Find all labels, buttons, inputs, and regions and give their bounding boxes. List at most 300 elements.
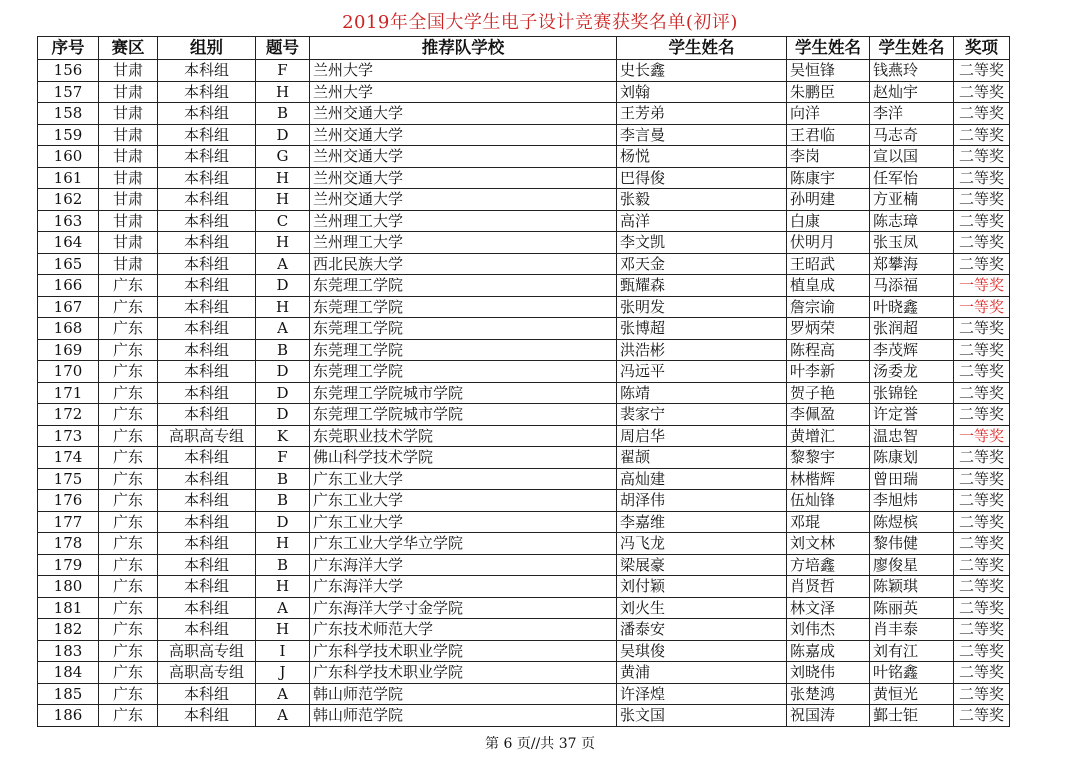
cell-student-2: 伍灿锋 [787, 490, 870, 512]
cell-problem: A [256, 597, 310, 619]
cell-student-3: 刘有江 [870, 640, 954, 662]
cell-student-2: 詹宗谕 [787, 296, 870, 318]
cell-school: 东莞理工学院 [310, 361, 617, 383]
cell-group: 本科组 [158, 619, 256, 641]
cell-problem: A [256, 705, 310, 727]
cell-student-2: 肖贤哲 [787, 576, 870, 598]
cell-group: 本科组 [158, 597, 256, 619]
cell-school: 兰州理工大学 [310, 210, 617, 232]
cell-award: 二等奖 [954, 597, 1010, 619]
cell-student-1: 梁展豪 [617, 554, 787, 576]
header-award: 奖项 [954, 37, 1010, 60]
cell-problem: F [256, 60, 310, 82]
cell-student-2: 叶李新 [787, 361, 870, 383]
cell-student-1: 胡泽伟 [617, 490, 787, 512]
header-seq: 序号 [38, 37, 99, 60]
cell-seq: 178 [38, 533, 99, 555]
cell-problem: H [256, 533, 310, 555]
cell-student-2: 贺子艳 [787, 382, 870, 404]
cell-seq: 179 [38, 554, 99, 576]
cell-award: 二等奖 [954, 361, 1010, 383]
cell-student-3: 叶铭鑫 [870, 662, 954, 684]
cell-region: 甘肃 [99, 60, 158, 82]
header-school: 推荐队学校 [310, 37, 617, 60]
cell-group: 高职高专组 [158, 425, 256, 447]
header-group: 组别 [158, 37, 256, 60]
cell-seq: 186 [38, 705, 99, 727]
cell-award: 二等奖 [954, 683, 1010, 705]
cell-student-1: 王芳弟 [617, 103, 787, 125]
cell-award: 二等奖 [954, 124, 1010, 146]
cell-student-2: 陈嘉成 [787, 640, 870, 662]
cell-student-1: 高洋 [617, 210, 787, 232]
cell-seq: 176 [38, 490, 99, 512]
cell-problem: H [256, 576, 310, 598]
cell-student-1: 张明发 [617, 296, 787, 318]
cell-student-2: 朱鹏臣 [787, 81, 870, 103]
cell-school: 广东工业大学华立学院 [310, 533, 617, 555]
cell-seq: 182 [38, 619, 99, 641]
cell-group: 本科组 [158, 232, 256, 254]
table-row [38, 425, 1010, 447]
cell-student-1: 刘火生 [617, 597, 787, 619]
cell-student-2: 刘文林 [787, 533, 870, 555]
header-student-3: 学生姓名 [870, 37, 954, 60]
cell-seq: 164 [38, 232, 99, 254]
cell-group: 高职高专组 [158, 662, 256, 684]
cell-seq: 184 [38, 662, 99, 684]
cell-group: 本科组 [158, 361, 256, 383]
cell-student-2: 祝国涛 [787, 705, 870, 727]
cell-seq: 183 [38, 640, 99, 662]
cell-student-1: 张博超 [617, 318, 787, 340]
cell-problem: H [256, 167, 310, 189]
cell-student-2: 张楚鸿 [787, 683, 870, 705]
cell-student-1: 杨悦 [617, 146, 787, 168]
cell-problem: A [256, 318, 310, 340]
header-student-2: 学生姓名 [787, 37, 870, 60]
cell-student-2: 林楷辉 [787, 468, 870, 490]
cell-region: 广东 [99, 490, 158, 512]
table-row [38, 490, 1010, 512]
cell-seq: 167 [38, 296, 99, 318]
cell-group: 本科组 [158, 81, 256, 103]
cell-student-2: 陈程高 [787, 339, 870, 361]
cell-problem: B [256, 339, 310, 361]
cell-school: 兰州大学 [310, 60, 617, 82]
cell-student-1: 冯远平 [617, 361, 787, 383]
cell-student-3: 方亚楠 [870, 189, 954, 211]
cell-student-1: 翟颉 [617, 447, 787, 469]
cell-problem: D [256, 404, 310, 426]
table-row [38, 382, 1010, 404]
cell-student-1: 周启华 [617, 425, 787, 447]
cell-region: 广东 [99, 640, 158, 662]
cell-seq: 171 [38, 382, 99, 404]
cell-award: 二等奖 [954, 511, 1010, 533]
cell-seq: 174 [38, 447, 99, 469]
cell-group: 本科组 [158, 167, 256, 189]
cell-school: 兰州交通大学 [310, 103, 617, 125]
cell-problem: D [256, 124, 310, 146]
cell-student-3: 鄞士钜 [870, 705, 954, 727]
table-row [38, 339, 1010, 361]
cell-school: 东莞理工学院城市学院 [310, 382, 617, 404]
cell-region: 广东 [99, 683, 158, 705]
table-row [38, 318, 1010, 340]
cell-problem: G [256, 146, 310, 168]
cell-problem: J [256, 662, 310, 684]
cell-award: 二等奖 [954, 103, 1010, 125]
cell-student-1: 张文国 [617, 705, 787, 727]
cell-school: 西北民族大学 [310, 253, 617, 275]
cell-student-2: 吴恒锋 [787, 60, 870, 82]
cell-school: 韩山师范学院 [310, 705, 617, 727]
cell-group: 本科组 [158, 533, 256, 555]
cell-award: 二等奖 [954, 189, 1010, 211]
cell-award: 二等奖 [954, 554, 1010, 576]
table-row [38, 275, 1010, 297]
cell-problem: D [256, 361, 310, 383]
cell-region: 广东 [99, 511, 158, 533]
cell-seq: 166 [38, 275, 99, 297]
cell-school: 广东科学技术职业学院 [310, 662, 617, 684]
cell-school: 兰州大学 [310, 81, 617, 103]
cell-award: 二等奖 [954, 619, 1010, 641]
cell-student-3: 宣以国 [870, 146, 954, 168]
cell-student-2: 向洋 [787, 103, 870, 125]
cell-student-2: 植皇成 [787, 275, 870, 297]
cell-student-1: 甄耀森 [617, 275, 787, 297]
table-row [38, 296, 1010, 318]
cell-student-3: 钱燕玲 [870, 60, 954, 82]
cell-region: 广东 [99, 382, 158, 404]
cell-problem: H [256, 296, 310, 318]
cell-student-2: 陈康宇 [787, 167, 870, 189]
cell-problem: C [256, 210, 310, 232]
cell-student-3: 张锦铨 [870, 382, 954, 404]
cell-region: 甘肃 [99, 124, 158, 146]
cell-student-3: 李洋 [870, 103, 954, 125]
cell-group: 本科组 [158, 103, 256, 125]
table-row [38, 167, 1010, 189]
cell-seq: 180 [38, 576, 99, 598]
cell-student-1: 邓天金 [617, 253, 787, 275]
cell-award: 二等奖 [954, 253, 1010, 275]
cell-seq: 165 [38, 253, 99, 275]
table-row [38, 447, 1010, 469]
cell-group: 本科组 [158, 339, 256, 361]
cell-school: 兰州交通大学 [310, 189, 617, 211]
cell-student-1: 吴琪俊 [617, 640, 787, 662]
cell-student-2: 王昭武 [787, 253, 870, 275]
cell-region: 广东 [99, 554, 158, 576]
cell-student-3: 马添福 [870, 275, 954, 297]
cell-school: 广东科学技术职业学院 [310, 640, 617, 662]
table-row [38, 533, 1010, 555]
cell-region: 广东 [99, 296, 158, 318]
cell-group: 本科组 [158, 296, 256, 318]
cell-student-1: 黄浦 [617, 662, 787, 684]
cell-problem: H [256, 189, 310, 211]
cell-region: 广东 [99, 318, 158, 340]
cell-student-2: 刘伟杰 [787, 619, 870, 641]
cell-group: 本科组 [158, 318, 256, 340]
cell-student-3: 郑攀海 [870, 253, 954, 275]
cell-student-1: 洪浩彬 [617, 339, 787, 361]
cell-student-3: 黎伟健 [870, 533, 954, 555]
cell-award: 二等奖 [954, 339, 1010, 361]
cell-student-2: 黄增汇 [787, 425, 870, 447]
cell-award: 二等奖 [954, 60, 1010, 82]
cell-student-3: 陈煜槟 [870, 511, 954, 533]
cell-student-3: 曾田瑞 [870, 468, 954, 490]
cell-school: 兰州交通大学 [310, 146, 617, 168]
cell-award: 二等奖 [954, 490, 1010, 512]
cell-award: 二等奖 [954, 382, 1010, 404]
cell-student-1: 张毅 [617, 189, 787, 211]
cell-group: 高职高专组 [158, 640, 256, 662]
cell-region: 广东 [99, 404, 158, 426]
cell-award: 二等奖 [954, 468, 1010, 490]
cell-region: 甘肃 [99, 189, 158, 211]
cell-student-1: 裴家宁 [617, 404, 787, 426]
table-row [38, 404, 1010, 426]
cell-region: 甘肃 [99, 103, 158, 125]
cell-seq: 173 [38, 425, 99, 447]
cell-problem: D [256, 382, 310, 404]
cell-seq: 158 [38, 103, 99, 125]
cell-student-2: 罗炳荣 [787, 318, 870, 340]
cell-group: 本科组 [158, 576, 256, 598]
cell-seq: 185 [38, 683, 99, 705]
cell-school: 广东技术师范大学 [310, 619, 617, 641]
cell-student-3: 陈颖琪 [870, 576, 954, 598]
cell-region: 广东 [99, 425, 158, 447]
cell-award: 二等奖 [954, 576, 1010, 598]
table-row [38, 597, 1010, 619]
table-header-row [38, 37, 1010, 60]
cell-school: 广东海洋大学 [310, 576, 617, 598]
cell-school: 韩山师范学院 [310, 683, 617, 705]
cell-region: 广东 [99, 468, 158, 490]
table-row [38, 232, 1010, 254]
cell-student-1: 陈靖 [617, 382, 787, 404]
cell-award: 二等奖 [954, 232, 1010, 254]
cell-group: 本科组 [158, 404, 256, 426]
cell-student-2: 刘晓伟 [787, 662, 870, 684]
cell-student-2: 李岗 [787, 146, 870, 168]
cell-region: 广东 [99, 339, 158, 361]
award-table [37, 36, 1010, 727]
cell-student-1: 刘翰 [617, 81, 787, 103]
cell-group: 本科组 [158, 554, 256, 576]
cell-school: 广东海洋大学寸金学院 [310, 597, 617, 619]
table-row [38, 554, 1010, 576]
header-problem: 题号 [256, 37, 310, 60]
cell-student-3: 张润超 [870, 318, 954, 340]
cell-problem: D [256, 275, 310, 297]
cell-student-1: 冯飞龙 [617, 533, 787, 555]
cell-problem: B [256, 468, 310, 490]
cell-award: 二等奖 [954, 447, 1010, 469]
header-student-1: 学生姓名 [617, 37, 787, 60]
cell-school: 东莞理工学院 [310, 318, 617, 340]
cell-seq: 172 [38, 404, 99, 426]
table-row [38, 146, 1010, 168]
cell-region: 甘肃 [99, 210, 158, 232]
cell-award: 二等奖 [954, 404, 1010, 426]
cell-problem: B [256, 554, 310, 576]
cell-group: 本科组 [158, 253, 256, 275]
cell-region: 甘肃 [99, 81, 158, 103]
cell-region: 广东 [99, 361, 158, 383]
cell-group: 本科组 [158, 382, 256, 404]
cell-student-2: 白康 [787, 210, 870, 232]
cell-region: 甘肃 [99, 146, 158, 168]
table-row [38, 189, 1010, 211]
cell-group: 本科组 [158, 275, 256, 297]
page-footer: 第 6 页//共 37 页 [485, 736, 595, 752]
cell-student-3: 温忠智 [870, 425, 954, 447]
cell-school: 广东工业大学 [310, 490, 617, 512]
cell-student-1: 许泽煌 [617, 683, 787, 705]
cell-seq: 162 [38, 189, 99, 211]
table-row [38, 81, 1010, 103]
cell-school: 东莞理工学院 [310, 296, 617, 318]
cell-student-2: 伏明月 [787, 232, 870, 254]
cell-problem: H [256, 232, 310, 254]
cell-school: 兰州交通大学 [310, 124, 617, 146]
cell-student-1: 刘付颖 [617, 576, 787, 598]
cell-student-2: 黎黎宇 [787, 447, 870, 469]
cell-student-1: 潘泰安 [617, 619, 787, 641]
cell-student-3: 张玉凤 [870, 232, 954, 254]
cell-student-1: 李文凯 [617, 232, 787, 254]
cell-student-3: 任军怡 [870, 167, 954, 189]
cell-problem: D [256, 511, 310, 533]
cell-problem: A [256, 253, 310, 275]
cell-award: 二等奖 [954, 662, 1010, 684]
cell-school: 兰州理工大学 [310, 232, 617, 254]
cell-seq: 170 [38, 361, 99, 383]
cell-region: 广东 [99, 447, 158, 469]
table-row [38, 468, 1010, 490]
cell-group: 本科组 [158, 60, 256, 82]
cell-problem: B [256, 103, 310, 125]
cell-problem: I [256, 640, 310, 662]
cell-award: 二等奖 [954, 146, 1010, 168]
cell-student-3: 陈康划 [870, 447, 954, 469]
cell-region: 广东 [99, 275, 158, 297]
cell-award: 一等奖 [954, 296, 1010, 318]
cell-student-2: 林文泽 [787, 597, 870, 619]
cell-award: 二等奖 [954, 318, 1010, 340]
cell-student-1: 李嘉维 [617, 511, 787, 533]
cell-region: 甘肃 [99, 167, 158, 189]
table-row [38, 576, 1010, 598]
cell-award: 二等奖 [954, 210, 1010, 232]
cell-student-3: 肖丰泰 [870, 619, 954, 641]
header-region: 赛区 [99, 37, 158, 60]
cell-award: 二等奖 [954, 81, 1010, 103]
cell-group: 本科组 [158, 468, 256, 490]
cell-problem: B [256, 490, 310, 512]
cell-student-3: 马志奇 [870, 124, 954, 146]
cell-region: 广东 [99, 705, 158, 727]
table-row [38, 662, 1010, 684]
cell-group: 本科组 [158, 447, 256, 469]
cell-award: 一等奖 [954, 275, 1010, 297]
table-row [38, 361, 1010, 383]
table-body [38, 60, 1010, 727]
cell-region: 广东 [99, 597, 158, 619]
table-row [38, 103, 1010, 125]
table-row [38, 124, 1010, 146]
cell-region: 甘肃 [99, 253, 158, 275]
cell-student-1: 史长鑫 [617, 60, 787, 82]
table-row [38, 640, 1010, 662]
cell-group: 本科组 [158, 705, 256, 727]
table-row [38, 60, 1010, 82]
cell-student-2: 李佩盈 [787, 404, 870, 426]
cell-school: 广东海洋大学 [310, 554, 617, 576]
cell-problem: K [256, 425, 310, 447]
cell-school: 广东工业大学 [310, 468, 617, 490]
table-row [38, 253, 1010, 275]
cell-group: 本科组 [158, 146, 256, 168]
cell-student-2: 邓琨 [787, 511, 870, 533]
table-row [38, 619, 1010, 641]
cell-seq: 159 [38, 124, 99, 146]
cell-group: 本科组 [158, 124, 256, 146]
cell-problem: H [256, 619, 310, 641]
table-row [38, 511, 1010, 533]
cell-student-3: 陈丽英 [870, 597, 954, 619]
cell-seq: 177 [38, 511, 99, 533]
table-row [38, 210, 1010, 232]
cell-seq: 181 [38, 597, 99, 619]
cell-student-3: 李旭炜 [870, 490, 954, 512]
cell-seq: 175 [38, 468, 99, 490]
cell-student-1: 巴得俊 [617, 167, 787, 189]
cell-student-3: 廖俊星 [870, 554, 954, 576]
cell-student-3: 叶晓鑫 [870, 296, 954, 318]
cell-award: 二等奖 [954, 167, 1010, 189]
cell-seq: 168 [38, 318, 99, 340]
cell-seq: 157 [38, 81, 99, 103]
cell-group: 本科组 [158, 189, 256, 211]
cell-group: 本科组 [158, 683, 256, 705]
cell-student-3: 汤委龙 [870, 361, 954, 383]
cell-region: 广东 [99, 533, 158, 555]
cell-region: 广东 [99, 619, 158, 641]
table-row [38, 705, 1010, 727]
cell-student-1: 高灿建 [617, 468, 787, 490]
cell-seq: 163 [38, 210, 99, 232]
cell-region: 广东 [99, 662, 158, 684]
cell-problem: F [256, 447, 310, 469]
cell-region: 广东 [99, 576, 158, 598]
table-row [38, 683, 1010, 705]
cell-student-2: 孙明建 [787, 189, 870, 211]
cell-school: 东莞理工学院 [310, 339, 617, 361]
cell-award: 二等奖 [954, 705, 1010, 727]
cell-student-3: 李茂辉 [870, 339, 954, 361]
cell-seq: 160 [38, 146, 99, 168]
cell-student-1: 李言曼 [617, 124, 787, 146]
cell-student-2: 方培鑫 [787, 554, 870, 576]
